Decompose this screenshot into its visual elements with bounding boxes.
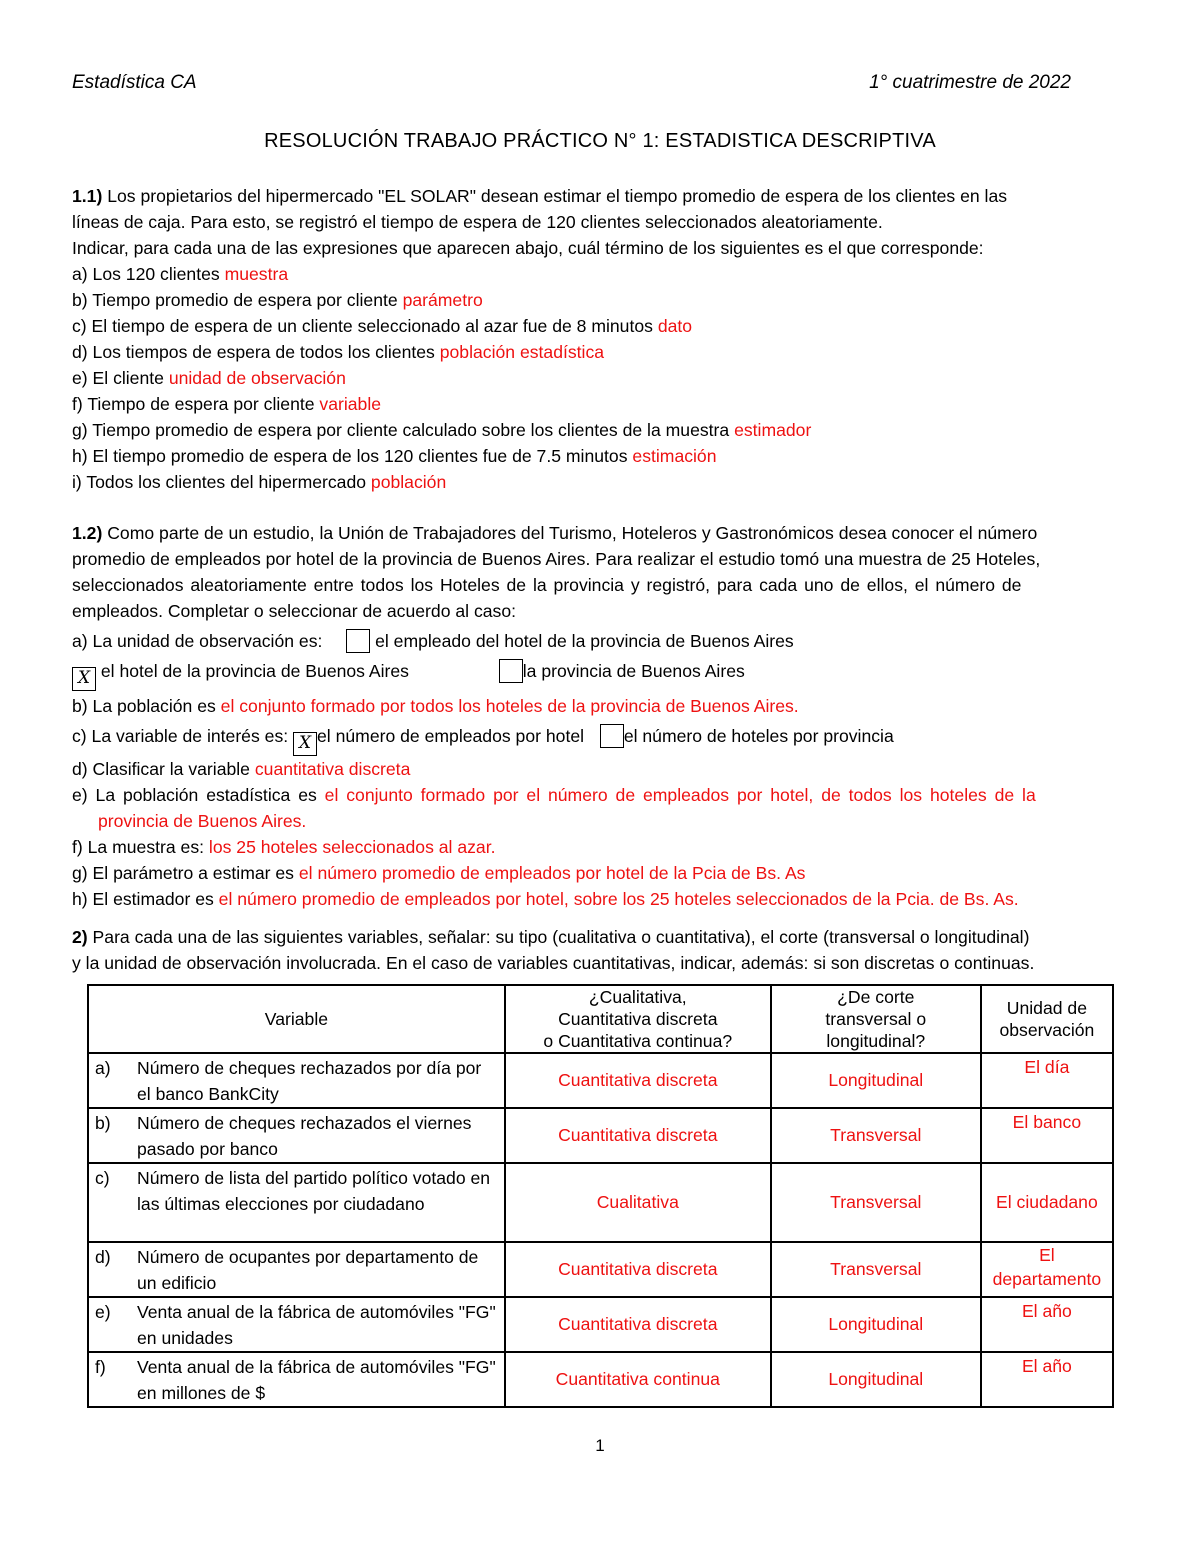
exercise-number: 1.2) [72,523,103,543]
table-header-row [88,985,1113,1053]
variable-cell: Número de lista del partido político votado en las últimas elecciones por ciudadano [131,1163,505,1242]
exercise-intro: y la unidad de observación involucrada. En el caso de variables cuantitativas, indicar, además: si son discretas o continuas. [72,953,1035,973]
list-item: f) Tiempo de espera por cliente variable [72,394,382,414]
question-d: d) Clasificar la variable cuantitativa discreta [72,759,411,779]
exercise-instruction: Indicar, para cada una de las expresiones que aparecen abajo, cuál término de los siguientes es el que corresponde: [72,238,984,258]
unidad-cell: El departamento [981,1242,1113,1297]
exercise-1-2 [72,520,1130,912]
exercise-intro: Como parte de un estudio, la Unión de Trabajadores del Turismo, Hoteleros y Gastronómicos desea conocer el número [102,523,1038,543]
answer: dato [657,316,693,336]
unidad-cell: El año [981,1352,1113,1407]
list-item: c) El tiempo de espera de un cliente seleccionado al azar fue de 8 minutos dato [72,316,693,336]
list-item: i) Todos los clientes del hipermercado población [72,472,447,492]
list-item: a) Los 120 clientes muestra [72,264,289,284]
checkbox-provincia[interactable] [499,659,523,683]
corte-cell: Longitudinal [771,1297,981,1352]
table-row: d) Número de ocupantes por departamento de un edificio Cuantitativa discreta Transversal El departamento [88,1242,1113,1297]
list-item: b) Tiempo promedio de espera por cliente parámetro [72,290,483,310]
list-item: e) El cliente unidad de observación [72,368,346,388]
checkbox-hoteles[interactable] [600,724,624,748]
corte-cell: Longitudinal [771,1053,981,1108]
answer: cuantitativa discreta [254,759,411,779]
page-title: RESOLUCIÓN TRABAJO PRÁCTICO N° 1: ESTADISTICA DESCRIPTIVA [264,130,936,152]
header-course: Estadística CA [72,72,197,93]
list-item: d) Los tiempos de espera de todos los clientes población estadística [72,342,605,362]
question-e: e) La población estadística es el conjunto formado por el número de empleados por hotel, de todos los hoteles de la [72,785,1036,805]
header-tipo: ¿Cualitativa, Cuantitativa discreta o Cuantitativa continua? [505,985,771,1053]
variable-cell: Venta anual de la fábrica de automóviles "FG" en millones de $ [131,1352,505,1407]
exercise-2 [72,924,1130,976]
answer: población [370,472,447,492]
exercise-intro: Los propietarios del hipermercado "EL SOLAR" desean estimar el tiempo promedio de espera de los clientes en las [102,186,1008,206]
tipo-cell: Cuantitativa discreta [505,1108,771,1163]
unidad-cell: El ciudadano [981,1163,1113,1242]
answer: el número promedio de empleados por hotel de la Pcia de Bs. As [298,863,806,883]
answer: parámetro [402,290,483,310]
tipo-cell: Cualitativa [505,1163,771,1242]
variable-cell: Número de ocupantes por departamento de un edificio [131,1242,505,1297]
exercise-intro: seleccionados aleatoriamente entre todos los Hoteles de la provincia y registró, para cada uno de ellos, el número de [72,575,1022,595]
checkbox-empleados-checked[interactable]: X [293,732,317,756]
checkbox-empleado[interactable] [346,629,370,653]
exercise-intro: promedio de empleados por hotel de la provincia de Buenos Aires. Para realizar el estudio tomó una muestra de 25 Hoteles, [72,549,1041,569]
unidad-cell: El día [981,1053,1113,1108]
header-variable: Variable [88,985,505,1053]
page-number: 1 [595,1436,605,1455]
checkbox-hotel-checked[interactable]: X [72,667,96,691]
answer: estimación [632,446,717,466]
exercise-intro: Para cada una de las siguientes variables, señalar: su tipo (cualitativa o cuantitativa), el corte (transversal o longitudinal) [87,927,1030,947]
corte-cell: Transversal [771,1108,981,1163]
table-row: e) Venta anual de la fábrica de automóviles "FG" en unidades Cuantitativa discreta Longitudinal El año [88,1297,1113,1352]
answer: el conjunto formado por todos los hoteles de la provincia de Buenos Aires. [220,696,799,716]
list-item: g) Tiempo promedio de espera por cliente calculado sobre los clientes de la muestra estimador [72,420,812,440]
variable-cell: Número de cheques rechazados por día por el banco BankCity [131,1053,505,1108]
unidad-cell: El banco [981,1108,1113,1163]
exercise-number: 1.1) [72,186,103,206]
variable-cell: Venta anual de la fábrica de automóviles "FG" en unidades [131,1297,505,1352]
tipo-cell: Cuantitativa discreta [505,1297,771,1352]
header-term: 1° cuatrimestre de 2022 [869,72,1071,93]
answer: estimador [734,420,812,440]
question-a-options: X el hotel de la provincia de Buenos Aires la provincia de Buenos Aires [72,658,1130,691]
unidad-cell: El año [981,1297,1113,1352]
tipo-cell: Cuantitativa continua [505,1352,771,1407]
answer: los 25 hoteles seleccionados al azar. [208,837,496,857]
tipo-cell: Cuantitativa discreta [505,1053,771,1108]
corte-cell: Longitudinal [771,1352,981,1407]
exercise-intro: líneas de caja. Para esto, se registró el tiempo de espera de 120 clientes seleccionados aleatoriamente. [72,212,883,232]
exercise-1-1 [72,183,1130,495]
variables-table [87,984,1114,1408]
answer: el número promedio de empleados por hotel, sobre los 25 hoteles seleccionados de la Pcia. de Bs. As. [218,889,1019,909]
table-row: c) Número de lista del partido político votado en las últimas elecciones por ciudadano Cualitativa Transversal El ciudadano [88,1163,1113,1242]
question-c: c) La variable de interés es: X el número de empleados por hotel el número de hoteles por provincia [72,723,1130,756]
variable-cell: Número de cheques rechazados el viernes pasado por banco [131,1108,505,1163]
list-item: h) El tiempo promedio de espera de los 120 clientes fue de 7.5 minutos estimación [72,446,717,466]
header-unidad: Unidad de observación [981,985,1113,1053]
corte-cell: Transversal [771,1242,981,1297]
exercise-intro: empleados. Completar o seleccionar de acuerdo al caso: [72,601,517,621]
tipo-cell: Cuantitativa discreta [505,1242,771,1297]
table-row: a) Número de cheques rechazados por día por el banco BankCity Cuantitativa discreta Longitudinal El día [88,1053,1113,1108]
answer: población estadística [439,342,605,362]
answer: variable [319,394,382,414]
header-corte: ¿De corte transversal o longitudinal? [771,985,981,1053]
answer: unidad de observación [168,368,346,388]
question-b: b) La población es el conjunto formado por todos los hoteles de la provincia de Buenos Aires. [72,696,799,716]
question-f: f) La muestra es: los 25 hoteles seleccionados al azar. [72,837,496,857]
answer: provincia de Buenos Aires. [98,811,307,831]
exercise-number: 2) [72,927,88,947]
corte-cell: Transversal [771,1163,981,1242]
answer: muestra [224,264,289,284]
question-a: a) La unidad de observación es: el empleado del hotel de la provincia de Buenos Aires [72,631,794,651]
table-row: b) Número de cheques rechazados el viernes pasado por banco Cuantitativa discreta Transversal El banco [88,1108,1113,1163]
question-g: g) El parámetro a estimar es el número promedio de empleados por hotel de la Pcia de Bs. As [72,863,806,883]
answer: el conjunto formado por el número de empleados por hotel, de todos los hoteles de la [324,785,1036,805]
question-h: h) El estimador es el número promedio de empleados por hotel, sobre los 25 hoteles seleccionados de la Pcia. de Bs. As. [72,889,1019,909]
table-row: f) Venta anual de la fábrica de automóviles "FG" en millones de $ Cuantitativa continua Longitudinal El año [88,1352,1113,1407]
